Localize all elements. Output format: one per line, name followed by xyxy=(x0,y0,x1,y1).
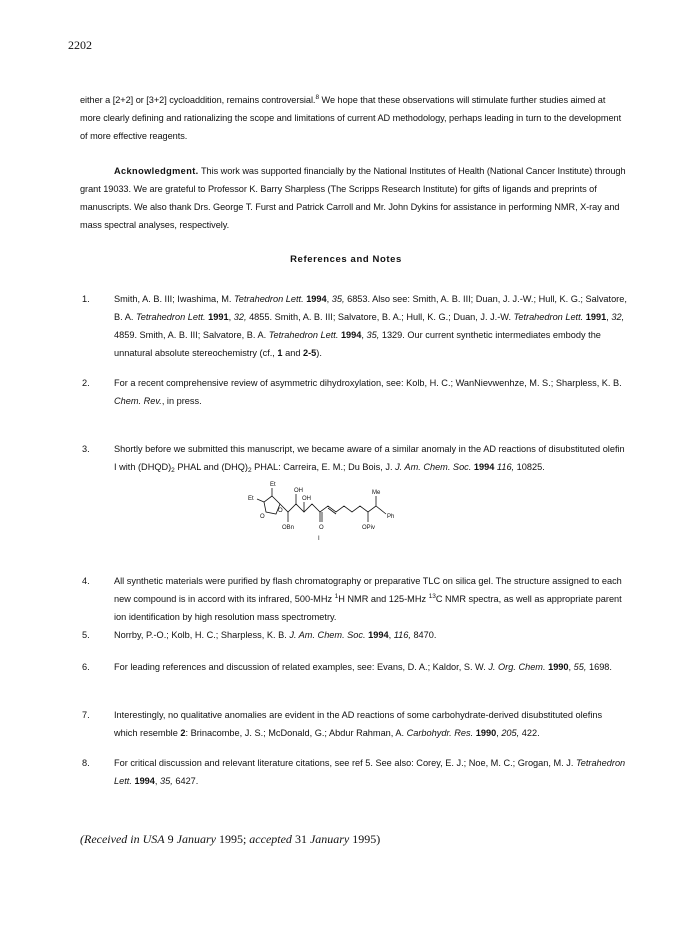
label-o-ketone: O xyxy=(319,525,324,531)
reference-number: 8. xyxy=(82,758,90,768)
label-o-ring-1: O xyxy=(278,508,283,514)
reference-segment: 1994 xyxy=(473,462,495,472)
reference-segment: J. Org. Chem. xyxy=(488,662,546,672)
reference-segment: 2-5 xyxy=(302,348,317,358)
label-oh-2: OH xyxy=(302,496,311,502)
reference-segment: 1994 xyxy=(134,776,155,786)
reference-segment: For a recent comprehensive review of asymmetric dihydroxylation, see: Kolb, H. C.; WanNievwenhze, M. S.; Sharpless, K. B. xyxy=(114,378,622,388)
reference-segment: 1990 xyxy=(475,728,497,738)
structure-drawing xyxy=(240,478,440,568)
reference-text xyxy=(114,290,628,362)
reference-segment: For critical discussion and relevant literature citations, see ref 5. See also: Corey, E. J.; Noe, M. C.; Grogan, M. J. xyxy=(114,758,576,768)
label-ph: Ph xyxy=(387,514,395,520)
reference-segment: , xyxy=(606,312,612,322)
reference-item xyxy=(80,374,628,410)
received-day: 9 xyxy=(164,832,177,846)
reference-text xyxy=(114,658,628,676)
reference-segment: Tetrahedron Lett. xyxy=(513,312,584,322)
reference-text xyxy=(114,572,628,626)
received-year: 1995; xyxy=(215,832,250,846)
reference-segment: 1994 xyxy=(306,294,327,304)
reference-segment: 1991 xyxy=(208,312,229,322)
reference-segment: , xyxy=(154,776,161,786)
received-month: January xyxy=(176,832,216,846)
reference-segment: 116, xyxy=(496,462,515,472)
reference-segment: , xyxy=(568,662,574,672)
received-label: (Received in USA xyxy=(80,832,165,846)
reference-segment: H NMR and 125-MHz xyxy=(338,594,429,604)
label-oh-1: OH xyxy=(294,488,303,494)
reference-segment: Chem. Rev. xyxy=(114,396,162,406)
reference-number: 2. xyxy=(82,378,90,388)
reference-segment: 2 xyxy=(247,467,252,474)
reference-segment: Tetrahedron Lett. xyxy=(135,312,206,322)
reference-segment: 1990 xyxy=(548,662,569,672)
reference-segment: 1 xyxy=(277,348,283,358)
reference-segment: 35, xyxy=(331,294,345,304)
reference-segment: 4859. Smith, A. B. III; Salvatore, B. A. xyxy=(114,330,269,340)
reference-number: 7. xyxy=(82,710,90,720)
reference-segment: Tetrahedron Lett. xyxy=(233,294,304,304)
label-et-left: Et xyxy=(248,496,254,502)
accepted-month: January xyxy=(309,832,350,846)
intro-paragraph xyxy=(80,91,628,145)
intro-text-a: either a [2+2] or [3+2] cycloaddition, remains controversial. xyxy=(80,95,316,105)
reference-segment: C NMR spectra, as well as appropriate parent ion identification by high resolution mass spectrometry. xyxy=(114,594,622,622)
received-line xyxy=(80,832,380,847)
reference-segment: 422. xyxy=(519,728,540,738)
label-et-top: Et xyxy=(270,482,276,488)
intro-footnote-ref: 8 xyxy=(315,94,320,101)
reference-segment: 1329. Our current synthetic intermediates embody the unnatural absolute stereochemistry (cf., xyxy=(114,330,601,358)
accepted-day: 31 xyxy=(291,832,310,846)
label-obn: OBn xyxy=(282,525,295,531)
reference-item xyxy=(80,658,628,676)
intro-text-b: We hope that these observations will stimulate further studies aimed at more clearly defining and rationalizing the scope and limitations of current AD methodology, perhaps leading in turn to the development of more effective reagents. xyxy=(80,95,622,141)
reference-segment: 32, xyxy=(233,312,247,322)
label-o-ring-2: O xyxy=(260,514,265,520)
reference-number: 6. xyxy=(82,662,90,672)
reference-item xyxy=(80,440,628,476)
reference-segment: 2 xyxy=(180,728,186,738)
reference-segment: 116, xyxy=(393,630,411,640)
reference-segment: , xyxy=(496,728,502,738)
chemical-structure-compound-i xyxy=(240,478,440,568)
reference-text xyxy=(114,754,628,790)
reference-segment: 1994 xyxy=(368,630,389,640)
reference-number: 3. xyxy=(82,444,90,454)
reference-segment: , xyxy=(326,294,332,304)
reference-segment: 8470. xyxy=(410,630,437,640)
reference-segment: , xyxy=(361,330,367,340)
references-heading: References and Notes xyxy=(290,254,402,265)
reference-segment: 6853. Also see: Smith, A. B. III; Duan, J. J.-W.; Hull, K. G.; Salvatore, B. A. xyxy=(114,294,627,322)
label-opiv: OPiv xyxy=(362,525,376,531)
acknowledgment-text: This work was supported financially by the National Institutes of Health (National Cancer Institute) through grant 19033. We are grateful to Professor K. Barry Sharpless (The Scripps Research Institute) for gifts of ligands and preprints of manuscripts. We also thank Drs. George T. Furst and Patrick Carroll and Mr. John Dykins for assistance in performing NMR, X-ray and mass spectral analyses, respectively. xyxy=(80,166,626,230)
reference-text xyxy=(114,440,628,476)
reference-item xyxy=(80,572,628,626)
accepted-label: accepted xyxy=(249,832,292,846)
reference-segment: All synthetic materials were purified by flash chromatography or preparative TLC on silica gel. The structure assigned to each new compound is in accord with its infrared, 500-MHz xyxy=(114,576,622,604)
reference-segment: Interestingly, no qualitative anomalies are evident in the AD reactions of some carbohydrate-derived disubstituted olefins which resemble xyxy=(114,710,603,738)
reference-segment: Carbohydr. Res. xyxy=(406,728,474,738)
reference-segment: 55, xyxy=(573,662,587,672)
reference-number: 4. xyxy=(82,576,90,586)
page-number: 2202 xyxy=(68,38,92,52)
reference-segment: 13 xyxy=(428,593,436,600)
reference-segment: Tetrahedron Lett. xyxy=(114,758,626,786)
acknowledgment-heading: Acknowledgment. xyxy=(114,166,199,176)
reference-number: 5. xyxy=(82,630,90,640)
reference-segment: 10825. xyxy=(514,462,545,472)
reference-segment: 1 xyxy=(334,593,339,600)
reference-item xyxy=(80,290,628,362)
reference-text xyxy=(114,626,628,644)
reference-item xyxy=(80,626,628,644)
reference-segment: , xyxy=(228,312,234,322)
acknowledgment-paragraph xyxy=(80,162,628,234)
reference-segment: 1991 xyxy=(585,312,607,322)
reference-segment: For leading references and discussion of related examples, see: Evans, D. A.; Kaldor, S. W. xyxy=(114,662,489,672)
reference-segment: , xyxy=(388,630,394,640)
reference-segment: and xyxy=(282,348,303,358)
reference-segment: 205, xyxy=(501,728,520,738)
reference-segment: , in press. xyxy=(161,396,202,406)
reference-item xyxy=(80,706,628,742)
reference-number: 1. xyxy=(82,294,90,304)
reference-segment: 6427. xyxy=(172,776,199,786)
reference-segment: 32, xyxy=(611,312,625,322)
label-compound-i: I xyxy=(318,536,320,542)
reference-segment: : Brinacombe, J. S.; McDonald, G.; Abdur Rahman, A. xyxy=(185,728,407,738)
reference-segment: 35, xyxy=(366,330,380,340)
reference-segment: ). xyxy=(316,348,322,358)
reference-segment: PHAL: Carreira, E. M.; Du Bois, J. xyxy=(251,462,396,472)
reference-segment: 1994 xyxy=(340,330,362,340)
reference-segment: 4855. Smith, A. B. III; Salvatore, B. A.; Hull, K. G.; Duan, J. J.-W. xyxy=(246,312,514,322)
reference-item xyxy=(80,754,628,790)
reference-segment: PHAL and (DHQ) xyxy=(174,462,248,472)
reference-segment: Tetrahedron Lett. xyxy=(268,330,339,340)
reference-segment: J. Am. Chem. Soc. xyxy=(395,462,472,472)
reference-segment: Shortly before we submitted this manuscript, we became aware of a similar anomaly in the AD reactions of disubstituted olefin I with (DHQD) xyxy=(114,444,625,472)
reference-segment: 1698. xyxy=(586,662,612,672)
reference-segment: 35, xyxy=(160,776,173,786)
reference-segment: J. Am. Chem. Soc. xyxy=(289,630,366,640)
reference-text xyxy=(114,706,628,742)
reference-segment: Norrby, P.-O.; Kolb, H. C.; Sharpless, K. B. xyxy=(114,630,290,640)
accepted-year: 1995) xyxy=(349,832,381,846)
reference-segment: Smith, A. B. III; Iwashima, M. xyxy=(114,294,234,304)
label-me: Me xyxy=(372,490,381,496)
reference-text xyxy=(114,374,628,410)
reference-segment: 2 xyxy=(171,467,175,474)
